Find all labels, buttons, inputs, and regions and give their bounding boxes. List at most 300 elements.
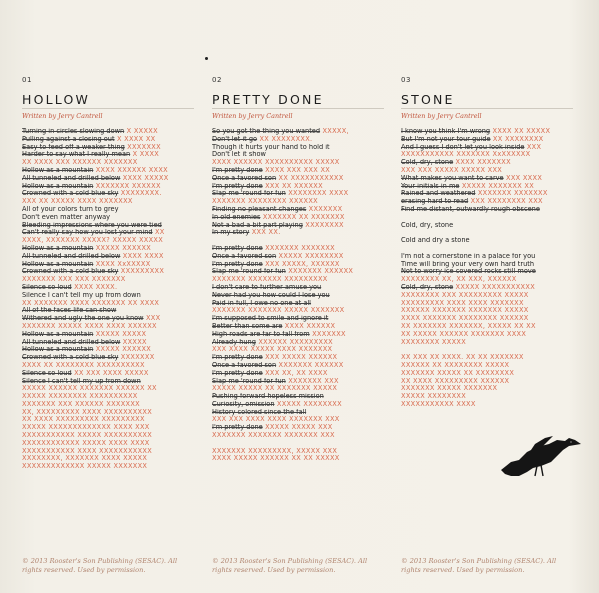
redacted-text: XXX: [524, 143, 542, 151]
lyric-line: [212, 151, 384, 159]
lyric-line: [22, 432, 194, 440]
lyric-text: I'm pretty done: [212, 166, 263, 174]
lyric-line: [212, 323, 384, 331]
lyric-text: Not a bad a bit part playing: [212, 221, 303, 229]
lyric-line: [212, 378, 384, 386]
lyric-text: Crowned with a cold blue sky: [22, 190, 119, 198]
redacted-text: XXXXXXX XXXXXXX XXXXXXXXX: [212, 276, 328, 284]
lyric-text: All tunneled and drilled below: [22, 252, 121, 260]
lyric-line: [212, 300, 384, 308]
lyric-line: [22, 253, 194, 261]
redacted-text: XXXXXXXXXXX XXXXXXX XxXXXXXX: [401, 151, 531, 159]
lyric-text: Hollow as a mountain: [22, 182, 94, 190]
redacted-text: XX XXXXXXXXXXX: [276, 174, 344, 182]
lyric-line: [22, 206, 194, 214]
lyric-text: High roads are far to fall from: [212, 330, 310, 338]
lyric-text: Silence I can't tell my up from down: [22, 377, 141, 385]
redacted-text: XXXXXXXXXXX XXXXX XXXXXXXXXX: [22, 432, 153, 440]
lyric-text: In my story: [212, 229, 250, 237]
lyrics-block: [212, 128, 384, 463]
redacted-text: XXXXXXXX XXXXX: [401, 338, 467, 346]
redacted-text: XXXX XXXXXXX XXXXXXXX XXXXXX: [401, 315, 529, 323]
redacted-text: XXXXXX XXXXXXX XXXXXXX XXXXX: [401, 307, 529, 315]
lyric-line: [212, 190, 384, 198]
lyric-line: [22, 307, 194, 315]
lyric-text: Once a favored son: [212, 174, 277, 182]
lyric-text: Hollow as a mountain: [22, 330, 94, 338]
lyric-line: [22, 401, 194, 409]
redacted-text: XX XXXXX XXXXXX XXXXXXX XXXX: [401, 330, 527, 338]
lyric-line: [22, 144, 194, 152]
redacted-text: XXX XX, XX XXXX: [262, 369, 328, 377]
lyric-line: [22, 284, 194, 292]
redacted-text: XXX XXXXX XXXXXX: [262, 354, 338, 362]
lyric-line: [212, 167, 384, 175]
redacted-text: XXX XX.: [249, 229, 281, 237]
lyric-text: So you got the thing you wanted: [212, 128, 321, 135]
lyric-text: Bleeding impressions where you were tied: [22, 221, 162, 229]
redacted-text: XXXXX XXXXXX XXXXXXX XXXXXX XX: [22, 385, 157, 393]
lyric-line: [22, 393, 194, 401]
lyric-line: [22, 175, 194, 183]
lyric-line: [22, 448, 194, 456]
redacted-text: XXXX XXXXXX XXXXXXXXXX XXXXX: [212, 159, 340, 167]
lyric-line: [401, 292, 573, 300]
lyric-line: [401, 237, 573, 245]
lyric-line: [22, 385, 194, 393]
lyric-line: [22, 229, 194, 237]
lyric-line: [401, 362, 573, 370]
lyric-text: Paid in full, I owe no one at all: [212, 299, 312, 307]
redacted-text: XXXXXXX XXX: [285, 377, 339, 385]
lyric-line: [212, 261, 384, 269]
lyric-text: Don't let it show: [212, 151, 266, 159]
lyric-text: Pulling against a closing out: [22, 135, 115, 143]
lyric-text: Pushing forward hopeless mission: [212, 393, 324, 401]
lyric-line: [401, 253, 573, 261]
redacted-text: XX XXXXXXX XXXX XXXXXXX XX XXXX: [22, 299, 160, 307]
lyric-text: Hollow as a mountain: [22, 346, 94, 354]
lyric-line: [212, 307, 384, 315]
song-writer: Written by Jerry Cantrell: [212, 112, 293, 120]
lyric-line: [401, 284, 573, 292]
lyric-text: Cold, dry, stone: [401, 159, 454, 167]
lyric-line: [212, 354, 384, 362]
lyric-line: [22, 346, 194, 354]
lyric-line: [212, 362, 384, 370]
lyric-line: [212, 268, 384, 276]
lyric-line: [22, 214, 194, 222]
lyric-line: [22, 245, 194, 253]
track-number: 02: [212, 76, 222, 84]
lyric-line: [22, 128, 194, 136]
song-column-2: [212, 76, 384, 463]
lyric-line: [22, 190, 194, 198]
lyric-line: [401, 261, 573, 269]
lyric-text: Easy to feed off a weaker thing: [22, 143, 125, 151]
redacted-text: XX XXX XXXX XXXXX: [71, 369, 149, 377]
song-title: HOLLOW: [22, 92, 194, 109]
lyric-text: Your initials in me: [401, 182, 460, 190]
lyric-line: [22, 455, 194, 463]
lyric-line: [22, 378, 194, 386]
lyric-text: I'm pretty done: [212, 244, 263, 252]
lyric-line: [22, 222, 194, 230]
redacted-text: XXXXXXXX, XXXXXXX XXXX XXXXX: [22, 455, 148, 463]
redacted-text: XXXXXXXXX XXXX XXXX XXXXXXX: [401, 299, 524, 307]
lyric-text: And I guess I don't let you look inside: [401, 143, 525, 151]
lyric-line: [22, 323, 194, 331]
lyric-line: [22, 159, 194, 167]
redacted-text: XXXXX XXXXX XX XXXXXXX XXXXX: [212, 385, 338, 393]
lyric-line: [401, 206, 573, 214]
redacted-text: XX XXX XX XXXX. XX XX XXXXXXX: [401, 354, 524, 362]
lyric-line: [22, 268, 194, 276]
lyric-line: [212, 183, 384, 191]
redacted-text: XXXX XXXXXX XXXX: [93, 166, 168, 174]
redacted-text: XXXX XXX XXX XX: [262, 166, 331, 174]
lyric-line: [212, 144, 384, 152]
lyric-line: [212, 136, 384, 144]
redacted-text: XXXXX XXXXXX: [93, 244, 152, 252]
song-writer: Written by Jerry Cantrell: [401, 112, 482, 120]
redacted-text: XXXXXXX: [306, 205, 343, 213]
lyric-text: Not to worry ice covered rocks still move: [401, 268, 536, 276]
redacted-text: XXXXXXXXXXX XXXX: [401, 400, 476, 408]
lyric-line: [22, 354, 194, 362]
redacted-text: XXXXXXX XXXXXXX: [475, 190, 548, 198]
lyric-line: [401, 151, 573, 159]
redacted-text: XXX XXX XXXXX XXXXX XXX: [401, 166, 503, 174]
lyric-text: I'm pretty done: [212, 182, 263, 190]
lyric-text: All of your colors turn to grey: [22, 205, 119, 213]
song-column-1: [22, 76, 194, 471]
lyric-line: [22, 261, 194, 269]
lyric-line: [212, 370, 384, 378]
redacted-text: XXXXXXX: [124, 143, 161, 151]
redacted-text: XXXX XX XXXXXXXX XXXXXXXXXX: [22, 361, 145, 369]
redacted-text: XX XXXX XXXXXXXXX XXXXXXXXX: [22, 416, 145, 424]
lyric-line: [401, 378, 573, 386]
lyric-text: Better than some are: [212, 322, 283, 330]
redacted-text: XXXXXXXX XXX XXXXXXXXX XXXXX: [401, 291, 529, 299]
lyric-text: What makes you want to carve: [401, 174, 504, 182]
lyric-text: Can't really say how you lost your mind: [22, 229, 153, 237]
lyric-text: Once a favored son: [212, 361, 277, 369]
lyric-text: Slap me 'round for fun: [212, 268, 286, 276]
lyric-line: [212, 206, 384, 214]
lyric-text: Slap me 'round for fun: [212, 377, 286, 385]
copyright-note: © 2013 Rooster's Son Publishing (SESAC). All rights reserved. Used by permission.: [22, 557, 178, 574]
redacted-text: XXXXX XXXXXXXX: [274, 400, 342, 408]
lyric-line: [401, 401, 573, 409]
lyric-text: Already hung: [212, 338, 256, 346]
lyric-line: [212, 214, 384, 222]
redacted-text: XXXXXXX XXXXX XXXXXXX: [401, 385, 498, 393]
lyric-line: [212, 222, 384, 230]
lyric-line: [401, 346, 573, 354]
lyric-text: Harder to say what I really mean: [22, 151, 131, 159]
redacted-text: XXXXXXXX: [302, 221, 344, 229]
lyric-text: Once a favored son: [212, 252, 277, 260]
track-number: 03: [401, 76, 411, 84]
redacted-text: XXXXXXX XXXXXX: [93, 182, 161, 190]
lyric-line: [401, 331, 573, 339]
lyric-line: [401, 183, 573, 191]
lyric-line: [22, 237, 194, 245]
lyric-text: Silence so loud: [22, 369, 72, 377]
lyric-text: Hollow as a mountain: [22, 244, 94, 252]
redacted-text: XX XXXX XXX XXXXXX XXXXXXX: [22, 159, 138, 167]
lyric-line: [22, 331, 194, 339]
lyric-line: [212, 292, 384, 300]
redacted-text: XXXXXXX XXXXXXXXX, XXXXX XXX: [212, 447, 338, 455]
lyric-line: [22, 183, 194, 191]
lyric-text: All tunneled and drilled below: [22, 174, 121, 182]
lyric-line: [212, 331, 384, 339]
lyric-line: [22, 370, 194, 378]
lyric-line: [401, 307, 573, 315]
redacted-text: XXX XXXX XXXXX XXXX XXXXXXX: [212, 346, 333, 354]
lyric-text: Hollow as a mountain: [22, 260, 94, 268]
redacted-text: XXXXXXXXXXX XXXX XXXXXXXXXXX: [22, 447, 153, 455]
lyric-line: [22, 409, 194, 417]
lyric-line: [401, 370, 573, 378]
lyric-text: erasing hard to read: [401, 198, 469, 206]
redacted-text: XXX XX XXXXXX: [262, 182, 323, 190]
lyric-line: [212, 346, 384, 354]
lyric-line: [212, 432, 384, 440]
redacted-text: XXXXXXX: [118, 354, 155, 362]
redacted-text: XXXX XXXXX: [120, 174, 169, 182]
lyric-line: [212, 416, 384, 424]
lyric-line: [22, 339, 194, 347]
lyric-line: [22, 276, 194, 284]
lyrics-block: [22, 128, 194, 471]
lyric-line: [401, 198, 573, 206]
lyric-line: [212, 237, 384, 245]
redacted-text: XXXXX XXXXXXXXXXXXX XXXX XXX: [22, 424, 150, 432]
song-title: PRETTY DONE: [212, 92, 384, 109]
lyric-line: [212, 339, 384, 347]
redacted-text: XXXX XXXXXX: [282, 322, 336, 330]
lyric-text: Curiosity, omission: [212, 400, 275, 408]
lyric-line: [401, 175, 573, 183]
lyric-line: [212, 276, 384, 284]
lyric-text: I know you think I'm wrong: [401, 128, 491, 135]
lyric-text: I don't care to further amuse you: [212, 283, 322, 291]
lyric-text: Withered and ugly the one you know: [22, 315, 144, 323]
song-writer: Written by Jerry Cantrell: [22, 112, 103, 120]
lyric-text: Don't let it go: [212, 135, 258, 143]
lyric-text: I'm pretty done: [212, 424, 263, 432]
copyright-note: © 2013 Rooster's Son Publishing (SESAC). All rights reserved. Used by permission.: [212, 557, 368, 574]
redacted-text: XXXXX XXXXXXX XX: [459, 182, 535, 190]
lyric-line: [212, 245, 384, 253]
lyric-line: [401, 167, 573, 175]
lyric-line: [22, 463, 194, 471]
lyric-line: [401, 323, 573, 331]
lyric-text: Silence I can't tell my up from down: [22, 291, 141, 299]
lyric-text: Cold, dry, stone: [401, 221, 454, 229]
lyric-line: [212, 159, 384, 167]
lyric-line: [212, 440, 384, 448]
lyric-line: [401, 222, 573, 230]
redacted-text: XXXXXXX XX XXXXXXX: [260, 213, 345, 221]
lyric-line: [212, 315, 384, 323]
redacted-text: XXX XXX XXXX XXXX XXXXXXX XXX: [212, 416, 340, 424]
redacted-text: XX, XXXXXXXXX XXXX XXXXXXXXXX: [22, 408, 153, 416]
redacted-text: XX XXXXXXX XXXXXXX, XXXXX XX XX: [401, 322, 536, 330]
redacted-text: XXXX XXXXXXX: [453, 159, 511, 167]
redacted-text: XXXXXXX XXXXXXX XXXXXXX XXX: [212, 432, 335, 440]
lyric-text: All of the faces life can show: [22, 307, 117, 315]
redacted-text: XXXXXXX XXXXX XX XXXXXXXX: [401, 369, 515, 377]
lyric-text: Crowned with a cold blue sky: [22, 354, 119, 362]
lyric-line: [212, 424, 384, 432]
redacted-text: XXXXX XXXXXXXXXXX: [453, 283, 536, 291]
lyric-line: [401, 136, 573, 144]
lyric-line: [212, 448, 384, 456]
lyric-line: [22, 151, 194, 159]
redacted-text: XXXXXX XXXXXXXXX: [255, 338, 333, 346]
lyric-text: I'm not a cornerstone in a palace for you: [401, 252, 536, 260]
redacted-text: XXXXXXX XXXXXXXX XXXXXX: [212, 198, 318, 206]
redacted-text: XX XXXXXXXX: [490, 135, 544, 143]
redacted-text: XXXX XXXX.: [71, 283, 118, 291]
lyric-text: I'm pretty done: [212, 260, 263, 268]
lyric-line: [401, 229, 573, 237]
song-title: STONE: [401, 92, 573, 109]
redacted-text: XXXX XXXXX XXXXXX XX XX XXXXX: [212, 455, 340, 463]
lyric-line: [401, 393, 573, 401]
lyric-line: [22, 198, 194, 206]
redacted-text: X XXXXX: [124, 128, 158, 135]
lyric-text: I'm pretty done: [212, 369, 263, 377]
lyric-text: Hollow as a mountain: [22, 166, 94, 174]
lyric-line: [212, 253, 384, 261]
lyric-text: History colored since the fall: [212, 408, 307, 416]
redacted-text: XXXXXXX XXXXXX: [285, 268, 354, 276]
lyric-line: [212, 128, 384, 136]
lyric-line: [401, 300, 573, 308]
redacted-text: XX XXXXXXXX.: [257, 135, 313, 143]
lyric-line: [212, 393, 384, 401]
redacted-text: XXXXX XXXXX: [93, 330, 147, 338]
lyric-text: Rained and weathered: [401, 190, 476, 198]
redacted-text: XXXXXXXXXXXX XXXXX XXXX XXXX: [22, 439, 150, 447]
copyright-note: © 2013 Rooster's Son Publishing (SESAC). All rights reserved. Used by permission.: [401, 557, 557, 574]
lyric-line: [212, 198, 384, 206]
lyric-text: Cold and dry a stone: [401, 237, 470, 245]
redacted-text: X XXXX XX: [114, 135, 156, 143]
redacted-text: XXXX XXXX: [120, 252, 164, 260]
lyric-text: Finding no pleasant changes: [212, 205, 307, 213]
lyric-text: I'm supposed to smile and ignore it: [212, 315, 329, 323]
lyric-line: [401, 214, 573, 222]
redacted-text: XXXX XxXXXXX: [93, 260, 151, 268]
lyric-line: [22, 362, 194, 370]
redacted-text: XXX XXXX: [503, 174, 543, 182]
lyrics-block: [401, 128, 573, 409]
redacted-text: XXXXXXXX XX, XX XXX, XXXXXX: [401, 276, 517, 284]
lyric-line: [212, 409, 384, 417]
lyric-line: [212, 229, 384, 237]
lyric-line: [401, 315, 573, 323]
lyric-line: [212, 175, 384, 183]
redacted-text: XXXXXXX: [309, 330, 346, 338]
lyric-line: [212, 284, 384, 292]
track-number: 01: [22, 76, 32, 84]
lyric-line: [22, 424, 194, 432]
lyric-line: [401, 128, 573, 136]
redacted-text: X XXXX: [130, 151, 160, 159]
redacted-text: XXXXXXX XXX XXXXXX XXXXXXX: [22, 400, 140, 408]
redacted-text: XXXXXX XX XXXXXXXX XXXXX: [401, 361, 510, 369]
redacted-text: XX XXXX XXXXXXXXX XXXXXX: [401, 377, 510, 385]
redacted-text: XXXXXXXXXXXXX XXXXX XXXXXXX: [22, 463, 148, 471]
redacted-text: XXXX, XXXXXXX XXXXX? XXXXX XXXXX: [22, 237, 164, 245]
lyric-line: [22, 416, 194, 424]
lyric-line: [22, 292, 194, 300]
lyric-line: [401, 354, 573, 362]
redacted-text: XXX XXXXXXXX XXX: [468, 198, 543, 206]
lyric-text: Never had you how could I lose you: [212, 291, 330, 299]
redacted-text: XXXXX XXXXXXXX XXXXXXXXXX: [22, 393, 138, 401]
lyric-text: Turning in circles slowing down: [22, 128, 125, 135]
lyric-text: Find me distant, outwardly rough obscene: [401, 205, 540, 213]
lyric-line: [401, 385, 573, 393]
redacted-text: XXXX XX XXXXX: [490, 128, 551, 135]
redacted-text: XXXXX XXXXXX: [93, 346, 152, 354]
redacted-text: XXXXXXX XXXXXXX: [262, 244, 335, 252]
lyric-text: Time will bring your very own hard truth: [401, 260, 535, 268]
lyric-text: Though it hurts your hand to hold it: [212, 143, 330, 151]
lyric-text: I'm pretty done: [212, 354, 263, 362]
crow-icon: [497, 432, 583, 480]
lyric-text: Cold, dry, stone: [401, 283, 454, 291]
redacted-text: XXXXX XXXXXXXX: [401, 393, 467, 401]
lyric-text: Crowned with a cold blue sky: [22, 268, 119, 276]
redacted-text: XXXXXXX XXXXXXX XXXXX XXXXXXX: [212, 307, 345, 315]
lyric-line: [22, 136, 194, 144]
lyric-line: [212, 385, 384, 393]
lyric-line: [401, 276, 573, 284]
redacted-text: XXXXX XXXXX XXX: [262, 424, 333, 432]
lyric-text: In old enemies: [212, 213, 261, 221]
lyric-line: [401, 144, 573, 152]
lyric-line: [401, 268, 573, 276]
lyric-line: [401, 159, 573, 167]
redacted-text: XXXXXXX XXXXX XXXX XXXX XXXXXX: [22, 322, 157, 330]
lyric-text: But I'm not your tour guide: [401, 135, 491, 143]
redacted-text: XXX XX XXXXX XXXX XXXXXXX: [22, 198, 133, 206]
redacted-text: XXXXX,: [320, 128, 349, 135]
redacted-text: XXXXX XXXXXXXX: [276, 252, 344, 260]
lyric-text: Slap me 'round for fun: [212, 190, 286, 198]
lyric-line: [401, 190, 573, 198]
lyric-line: [22, 300, 194, 308]
lyric-line: [22, 167, 194, 175]
lyric-text: Don't even matter anyway: [22, 213, 111, 221]
lyric-line: [401, 245, 573, 253]
lyric-line: [401, 339, 573, 347]
redacted-text: XXX: [143, 315, 161, 323]
redacted-text: XXXXX: [120, 338, 147, 346]
redacted-text: XXXXXXXX XXXX: [285, 190, 349, 198]
redacted-text: XXXXXXX XXX XXX XXXXXXX: [22, 276, 126, 284]
redacted-text: XX: [152, 229, 165, 237]
